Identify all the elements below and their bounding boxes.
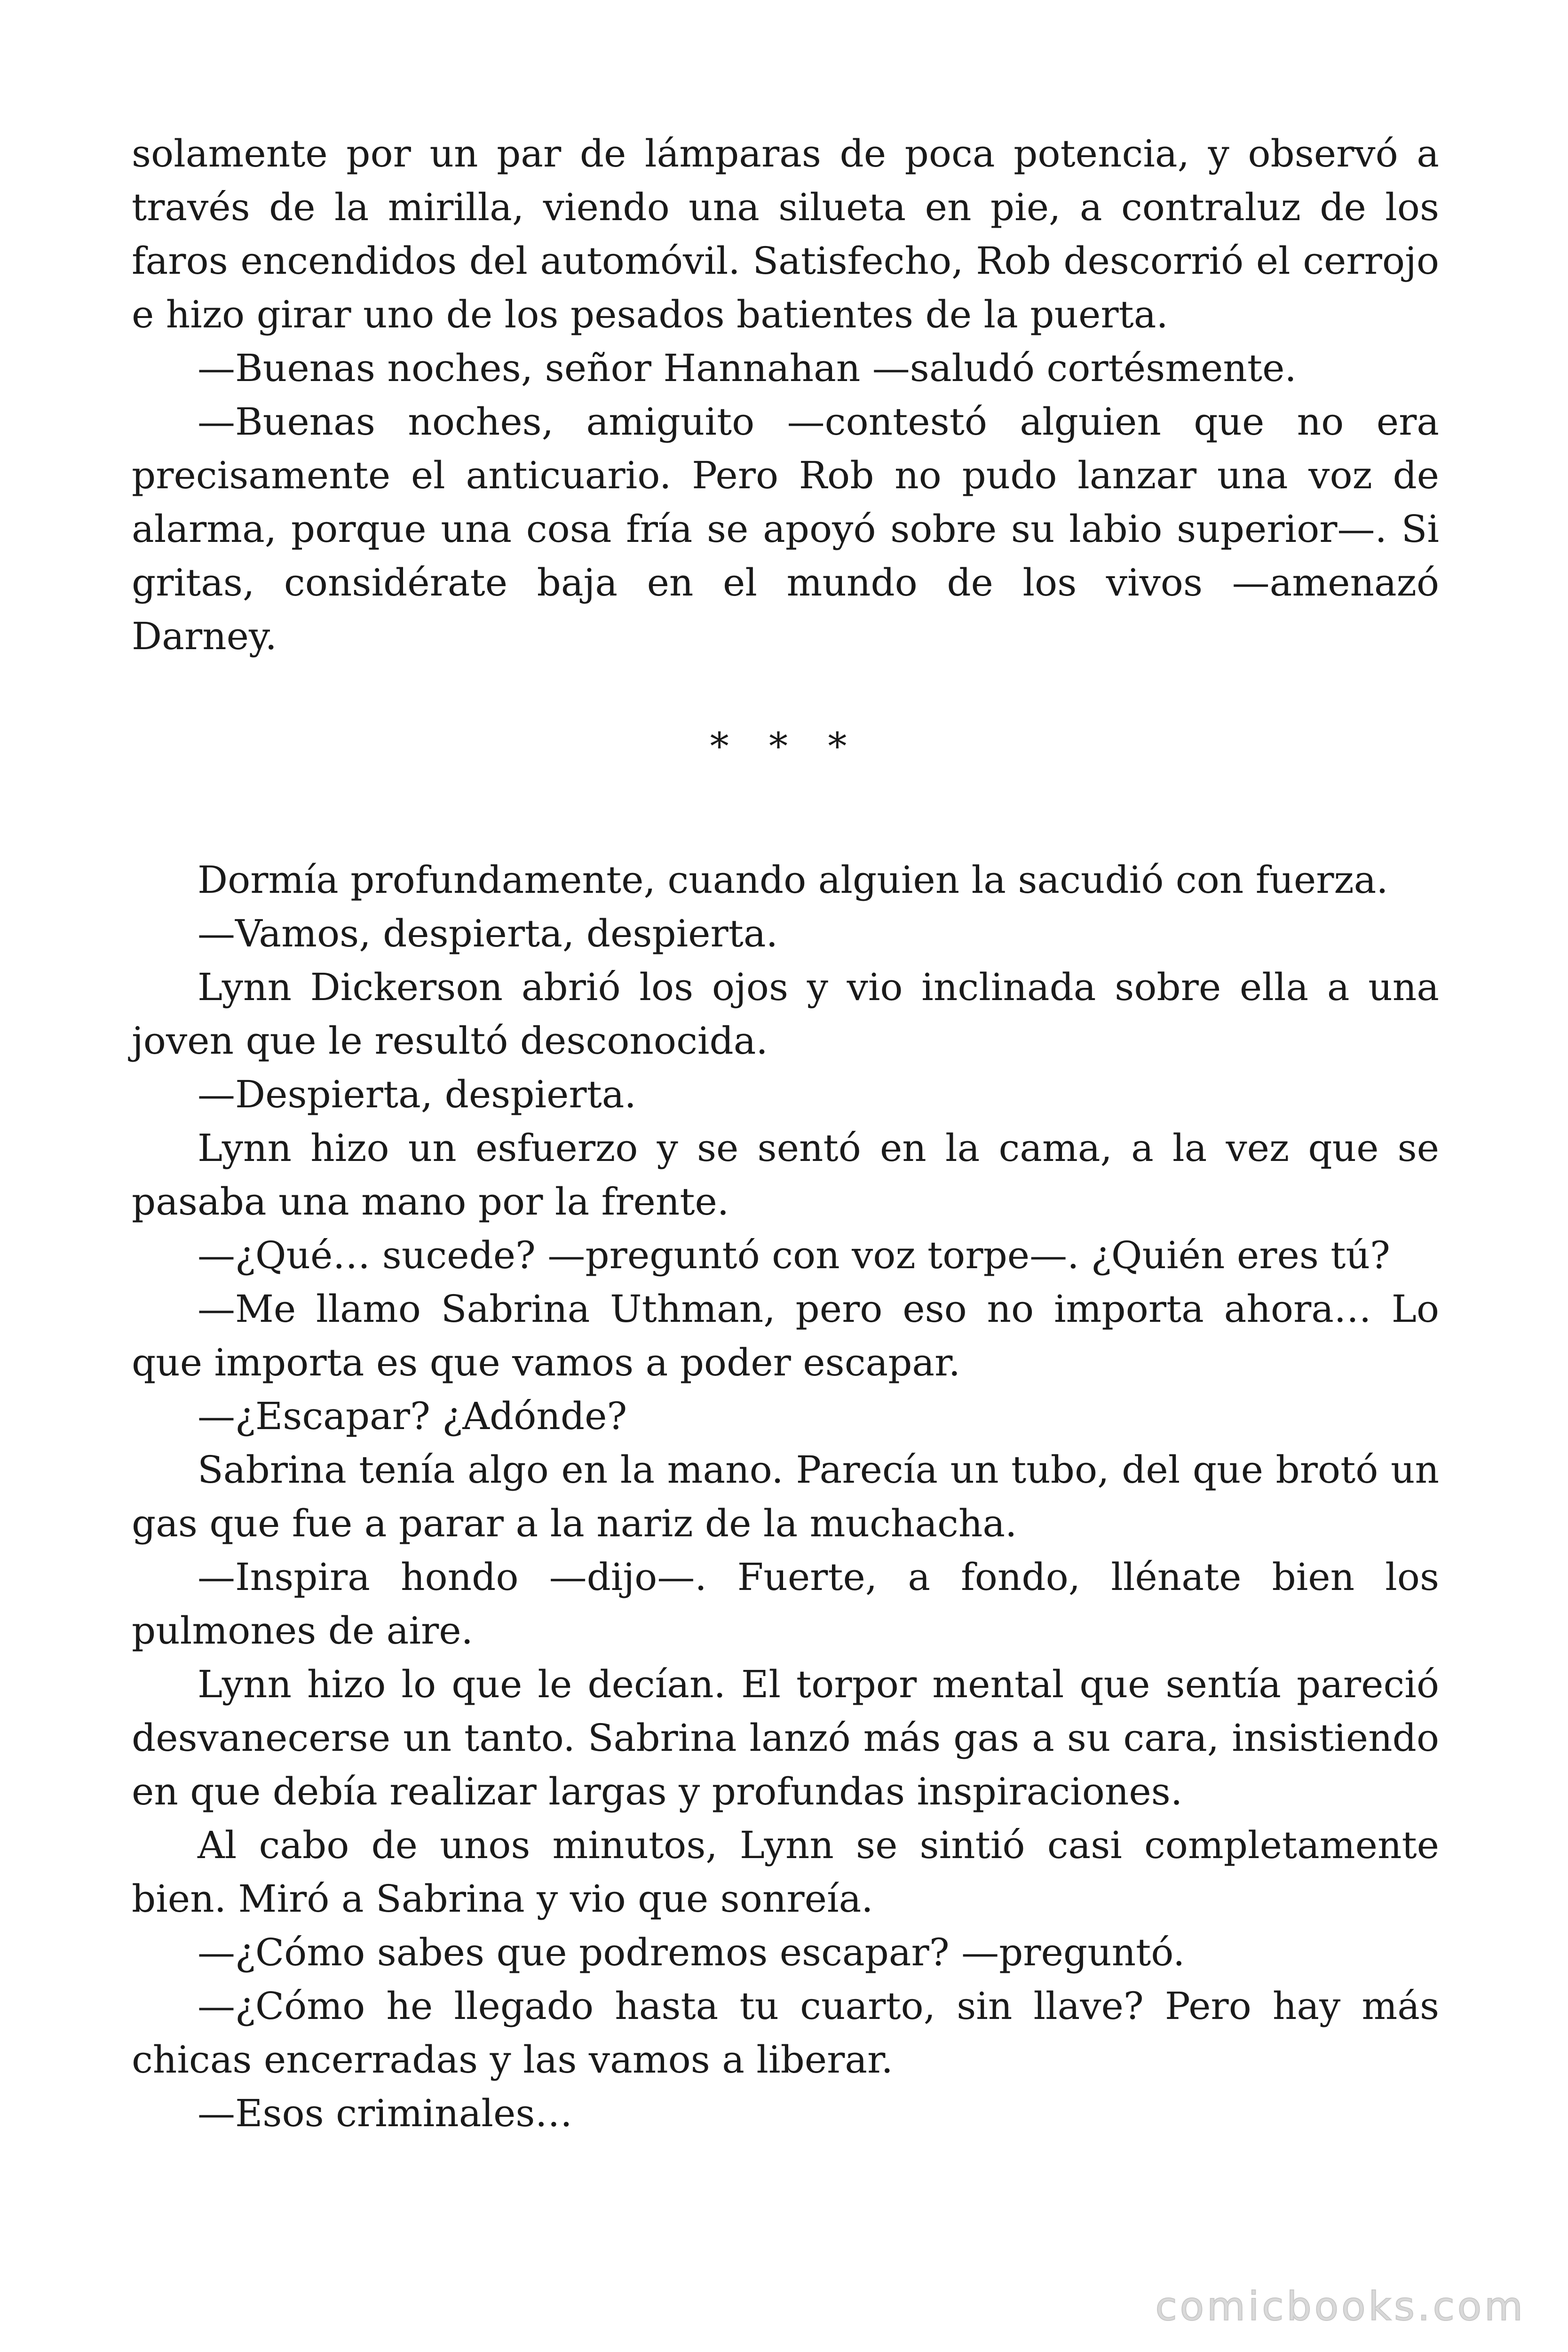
paragraph: —Despierta, despierta.	[198, 1073, 636, 1116]
paragraph: Lynn Dickerson abrió los ojos y vio inclinada sobre ella a una joven que le resultó desconocida.	[132, 965, 1439, 1063]
paragraph: —Buenas noches, amiguito —contestó alguien que no era precisamente el anticuario. Pero Rob no pudo lanzar una voz de alarma, porque una cosa fría se apoyó sobre su labio superior—. Si gritas, considérate baja en el mundo de los vivos —amenazó Darney.	[132, 400, 1439, 658]
paragraph: —Me llamo Sabrina Uthman, pero eso no importa ahora… Lo que importa es que vamos a poder escapar.	[132, 1287, 1439, 1384]
paragraph: —¿Qué… sucede? —preguntó con voz torpe—. ¿Quién eres tú?	[198, 1233, 1390, 1277]
book-page	[132, 127, 1439, 2140]
paragraph: —¿Cómo sabes que podremos escapar? —preguntó.	[198, 1931, 1185, 1974]
section-separator: * * *	[710, 724, 861, 768]
paragraph: Sabrina tenía algo en la mano. Parecía un tubo, del que brotó un gas que fue a parar a la nariz de la muchacha.	[132, 1448, 1439, 1545]
paragraph: Dormía profundamente, cuando alguien la sacudió con fuerza.	[198, 858, 1388, 902]
paragraph: solamente por un par de lámparas de poca potencia, y observó a través de la mirilla, viendo una silueta en pie, a contraluz de los faros encendidos del automóvil. Satisfecho, Rob descorrió el cerrojo e hizo girar uno de los pesados batientes de la puerta.	[132, 132, 1439, 336]
paragraph: —Vamos, despierta, despierta.	[198, 912, 778, 955]
paragraph: —¿Cómo he llegado hasta tu cuarto, sin llave? Pero hay más chicas encerradas y las vamos a liberar.	[132, 1984, 1439, 2082]
paragraph: —¿Escapar? ¿Adónde?	[198, 1394, 627, 1438]
paragraph: —Esos criminales…	[198, 2091, 573, 2135]
paragraph: —Buenas noches, señor Hannahan —saludó cortésmente.	[198, 346, 1297, 390]
paragraph: —Inspira hondo —dijo—. Fuerte, a fondo, llénate bien los pulmones de aire.	[132, 1555, 1439, 1653]
paragraph: Lynn hizo lo que le decían. El torpor mental que sentía pareció desvanecerse un tanto. Sabrina lanzó más gas a su cara, insistiendo en que debía realizar largas y profundas inspiraciones.	[132, 1662, 1439, 1813]
watermark: comicbooks.com	[1155, 2283, 1526, 2329]
paragraph: Al cabo de unos minutos, Lynn se sintió casi completamente bien. Miró a Sabrina y vio que sonreía.	[132, 1823, 1439, 1921]
paragraph: Lynn hizo un esfuerzo y se sentó en la cama, a la vez que se pasaba una mano por la frente.	[132, 1126, 1439, 1224]
